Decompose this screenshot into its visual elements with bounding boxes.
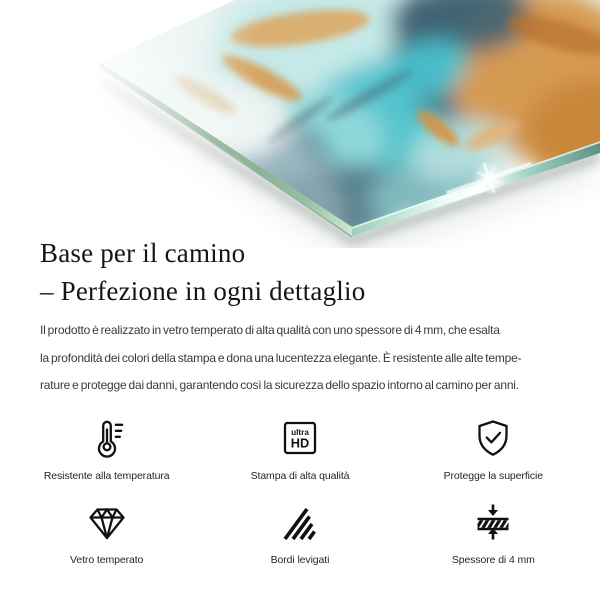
svg-text:HD: HD: [290, 435, 310, 450]
page-title-line2: – Perfezione in ogni dettaglio: [40, 276, 366, 306]
shield-check-icon: [471, 415, 515, 461]
glass-panel-photo: [0, 0, 600, 248]
feature-label: Vetro temperato: [70, 553, 144, 566]
page-title: [40, 234, 560, 310]
polished-edges-icon: [278, 499, 322, 545]
feature-print-quality: [203, 415, 396, 482]
page-title-line1: Base per il camino: [40, 238, 246, 268]
feature-temperature-resistant: [10, 415, 203, 482]
diamond-icon: [85, 499, 129, 545]
hero-product-image: [0, 0, 600, 248]
thickness-press-icon: [471, 499, 515, 545]
intro-line: la profondità dei colori della stampa e dona una lucentezza elegante. È resistente alle alte tempe-: [40, 350, 522, 365]
intro-line: rature e protegge dai danni, garantendo così la sicurezza dello spazio intorno al camino per anni.: [40, 378, 519, 392]
left-fade-overlay: [0, 0, 260, 248]
feature-label: Resistente alla temperatura: [43, 469, 170, 482]
feature-polished-edges: [203, 499, 396, 566]
intro-paragraph: [40, 317, 560, 400]
feature-label: Bordi levigati: [270, 553, 330, 566]
feature-label: Spessore di 4 mm: [451, 553, 535, 566]
thermometer-icon: [85, 415, 129, 461]
feature-label: Protegge la superficie: [443, 469, 543, 482]
feature-tempered-glass: [10, 499, 203, 566]
intro-line: Il prodotto è realizzato in vetro temperato di alta qualità con uno spessore di 4 mm, che esalta: [40, 323, 500, 337]
feature-thickness: [397, 499, 590, 566]
feature-surface-protection: [397, 415, 590, 482]
svg-text:ultra: ultra: [291, 427, 309, 437]
features-grid: [10, 415, 590, 566]
ultra-hd-icon: [278, 415, 322, 461]
feature-label: Stampa di alta qualità: [250, 469, 350, 482]
